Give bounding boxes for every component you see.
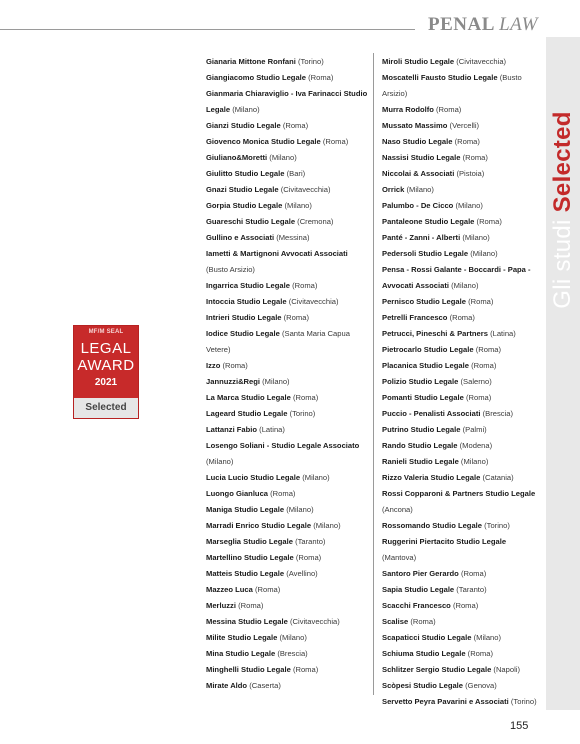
- firm-city: (Napoli): [493, 665, 521, 674]
- firm-name: Merluzzi: [206, 601, 236, 610]
- firm-city: (Milano): [262, 377, 290, 386]
- firm-city: (Mantova): [382, 553, 417, 562]
- firm-name: Giovenco Monica Studio Legale: [206, 137, 321, 146]
- firm-name: Scòpesi Studio Legale: [382, 681, 464, 690]
- firm-name: Pomanti Studio Legale: [382, 393, 464, 402]
- firm-entry: [206, 390, 368, 406]
- firm-name: Sapia Studio Legale: [382, 585, 455, 594]
- firm-name: Moscatelli Fausto Studio Legale: [382, 73, 498, 82]
- firm-name: Polizio Studio Legale: [382, 377, 459, 386]
- side-tab-label-accent: Selected: [549, 111, 576, 213]
- firm-entry: [382, 390, 542, 406]
- firm-city: (Roma): [410, 617, 436, 626]
- firm-entry: [206, 582, 368, 598]
- firm-name: Mazzeo Luca: [206, 585, 253, 594]
- firm-name: Putrino Studio Legale: [382, 425, 461, 434]
- firm-entry: [206, 678, 368, 694]
- firm-city: (Pistoia): [456, 169, 485, 178]
- firm-city: (Milano): [286, 505, 314, 514]
- firm-name: Schlitzer Sergio Studio Legale: [382, 665, 492, 674]
- firm-entry: [206, 246, 368, 278]
- firm-entry: [382, 70, 542, 102]
- firm-entry: [382, 438, 542, 454]
- firm-city: (Roma): [254, 585, 281, 594]
- section-title-italic: LAW: [499, 14, 538, 35]
- firm-name: Rando Studio Legale: [382, 441, 458, 450]
- firm-name: Guareschi Studio Legale: [206, 217, 296, 226]
- firm-entry: [206, 518, 368, 534]
- firm-city: (Roma): [292, 281, 318, 290]
- firm-entry: [382, 374, 542, 390]
- firm-city: (Civitavecchia): [288, 297, 339, 306]
- badge-line2: AWARD: [77, 357, 135, 374]
- firm-city: (Santa Maria Capua Vetere): [206, 329, 350, 354]
- firm-name: Scalise: [382, 617, 409, 626]
- firm-city: (Milano): [232, 105, 260, 114]
- firm-city: (Bari): [286, 169, 306, 178]
- firm-name: Jannuzzi&Regi: [206, 377, 261, 386]
- firm-city: (Brescia): [482, 409, 513, 418]
- firm-city: (Cremona): [297, 217, 334, 226]
- firm-city: (Roma): [295, 553, 322, 562]
- firm-entry: [206, 70, 368, 86]
- firm-city: (Latina): [490, 329, 516, 338]
- firm-name: Servetto Peyra Pavarini e Associati: [382, 697, 509, 706]
- firm-city: (Milano): [206, 457, 234, 466]
- firm-entry: [382, 182, 542, 198]
- firm-entry: [382, 358, 542, 374]
- firm-city: (Milano): [470, 249, 498, 258]
- firm-entry: [206, 310, 368, 326]
- firm-city: (Roma): [460, 569, 487, 578]
- firm-city: (Civitavecchia): [280, 185, 331, 194]
- firm-city: (Taranto): [456, 585, 487, 594]
- firm-entry: [206, 374, 368, 390]
- firm-entry: [382, 230, 542, 246]
- firm-entry: [206, 422, 368, 438]
- firm-city: (Genova): [465, 681, 497, 690]
- badge-line1: LEGAL: [80, 340, 132, 357]
- firm-entry: [382, 614, 542, 630]
- firm-city: (Milano): [455, 201, 483, 210]
- firm-name: Mirate Aldo: [206, 681, 248, 690]
- firm-name: Gnazi Studio Legale: [206, 185, 279, 194]
- firm-city: (Roma): [222, 361, 248, 370]
- firm-entry: [206, 598, 368, 614]
- page-number: 155: [510, 720, 529, 732]
- firm-city: (Roma): [468, 297, 494, 306]
- firm-city: (Roma): [436, 105, 462, 114]
- firm-city: (Roma): [449, 313, 475, 322]
- firm-entry: [382, 150, 542, 166]
- firm-city: (Vercelli): [449, 121, 480, 130]
- firm-name: Ruggerini Piertacito Studio Legale: [382, 537, 507, 546]
- firm-name: Maniga Studio Legale: [206, 505, 285, 514]
- firm-entry: [382, 54, 542, 70]
- firm-name: Naso Studio Legale: [382, 137, 453, 146]
- firm-name: Matteis Studio Legale: [206, 569, 285, 578]
- firm-city: (Milano): [302, 473, 330, 482]
- firm-city: (Busto Arsizio): [382, 73, 522, 98]
- firm-entry: [382, 598, 542, 614]
- firm-entry: [382, 342, 542, 358]
- firm-entry: [382, 102, 542, 118]
- firm-entry: [206, 294, 368, 310]
- firm-name: Rossomando Studio Legale: [382, 521, 482, 530]
- firm-name: Miroli Studio Legale: [382, 57, 455, 66]
- firm-entry: [206, 54, 368, 70]
- firm-name: Messina Studio Legale: [206, 617, 288, 626]
- firm-entry: [382, 246, 542, 262]
- firm-city: (Latina): [259, 425, 285, 434]
- firm-city: (Milano): [269, 153, 297, 162]
- firm-entry: [206, 534, 368, 550]
- firm-city: (Roma): [292, 393, 319, 402]
- firm-name: Marseglia Studio Legale: [206, 537, 293, 546]
- firm-city: (Milano): [462, 233, 490, 242]
- firm-name: Gullino e Associati: [206, 233, 275, 242]
- firm-city: (Roma): [322, 137, 349, 146]
- firm-entry: [382, 118, 542, 134]
- firm-name: Gianmaria Chiaraviglio - Iva Farinacci Studio Legale: [206, 89, 368, 114]
- firm-entry: [206, 326, 368, 358]
- firm-name: Giangiacomo Studio Legale: [206, 73, 306, 82]
- firm-name: Gorpia Studio Legale: [206, 201, 283, 210]
- firm-entry: [206, 614, 368, 630]
- firm-name: Izzo: [206, 361, 221, 370]
- firm-entry: [382, 534, 542, 566]
- right-column: [382, 54, 542, 710]
- legal-award-badge: [74, 326, 138, 418]
- firm-name: Mina Studio Legale: [206, 649, 276, 658]
- badge-brand: MF/M SEAL: [88, 329, 124, 335]
- firm-name: Schiuma Studio Legale: [382, 649, 466, 658]
- section-title: [428, 14, 538, 36]
- firm-city: (Roma): [238, 601, 264, 610]
- firm-entry: [382, 646, 542, 662]
- firm-city: (Roma): [475, 345, 502, 354]
- firm-city: (Civitavecchia): [290, 617, 340, 626]
- firm-entry: [382, 582, 542, 598]
- firm-city: (Roma): [282, 121, 309, 130]
- firm-city: (Brescia): [277, 649, 308, 658]
- firm-city: (Milano): [406, 185, 434, 194]
- firm-entry: [382, 406, 542, 422]
- firm-entry: [206, 166, 368, 182]
- firm-name: Pantaleone Studio Legale: [382, 217, 475, 226]
- firm-name: Santoro Pier Gerardo: [382, 569, 459, 578]
- firm-entry: [382, 166, 542, 182]
- firm-name: Ingarrica Studio Legale: [206, 281, 290, 290]
- firm-city: (Roma): [476, 217, 502, 226]
- firm-name: Intoccia Studio Legale: [206, 297, 287, 306]
- firm-name: Nassisi Studio Legale: [382, 153, 461, 162]
- firm-name: La Marca Studio Legale: [206, 393, 291, 402]
- firm-city: (Salerno): [460, 377, 492, 386]
- firm-entry: [206, 86, 368, 118]
- firm-city: (Busto Arsizio): [206, 265, 255, 274]
- firm-name: Panté - Zanni - Alberti: [382, 233, 461, 242]
- firm-entry: [206, 438, 368, 470]
- firm-entry: [382, 694, 542, 710]
- firm-name: Gianaria Mittone Ronfani: [206, 57, 296, 66]
- firm-name: Pietrocarlo Studio Legale: [382, 345, 474, 354]
- firm-name: Petrelli Francesco: [382, 313, 448, 322]
- left-column: [206, 54, 368, 694]
- firm-entry: [206, 198, 368, 214]
- firm-city: (Roma): [308, 73, 334, 82]
- firm-name: Iametti & Martignoni Avvocati Associati: [206, 249, 348, 258]
- firm-city: (Torino): [484, 521, 510, 530]
- header-rule: [0, 29, 415, 30]
- firm-entry: [206, 406, 368, 422]
- column-divider: [373, 53, 374, 695]
- firm-entry: [206, 134, 368, 150]
- firm-name: Petrucci, Pineschi & Partners: [382, 329, 488, 338]
- firm-name: Lattanzi Fabio: [206, 425, 258, 434]
- firm-name: Giuliano&Moretti: [206, 153, 268, 162]
- firm-city: (Torino): [510, 697, 537, 706]
- firm-city: (Roma): [471, 361, 497, 370]
- firm-entry: [206, 230, 368, 246]
- firm-name: Lageard Studio Legale: [206, 409, 288, 418]
- firm-city: (Roma): [454, 137, 480, 146]
- firm-name: Milite Studio Legale: [206, 633, 278, 642]
- firm-name: Scacchi Francesco: [382, 601, 451, 610]
- firm-city: (Caserta): [249, 681, 281, 690]
- firm-city: (Ancona): [382, 505, 413, 514]
- firm-city: (Torino): [289, 409, 316, 418]
- firm-city: (Roma): [462, 153, 488, 162]
- firm-name: Minghelli Studio Legale: [206, 665, 291, 674]
- firm-entry: [382, 470, 542, 486]
- section-title-bold: PENAL: [428, 14, 500, 35]
- firm-entry: [206, 150, 368, 166]
- firm-entry: [382, 566, 542, 582]
- firm-city: (Palmi): [462, 425, 487, 434]
- firm-city: (Milano): [451, 281, 479, 290]
- firm-city: (Catania): [482, 473, 514, 482]
- firm-name: Iodice Studio Legale: [206, 329, 280, 338]
- firm-entry: [382, 326, 542, 342]
- firm-name: Niccolai & Associati: [382, 169, 455, 178]
- firm-name: Puccio - Penalisti Associati: [382, 409, 481, 418]
- side-tab-label: [549, 111, 577, 309]
- firm-city: (Roma): [270, 489, 296, 498]
- firm-name: Intrieri Studio Legale: [206, 313, 282, 322]
- firm-name: Pedersoli Studio Legale: [382, 249, 469, 258]
- firm-entry: [206, 278, 368, 294]
- firm-name: Marradi Enrico Studio Legale: [206, 521, 312, 530]
- firm-city: (Roma): [465, 393, 492, 402]
- firm-entry: [382, 214, 542, 230]
- firm-entry: [382, 422, 542, 438]
- badge-status: Selected: [74, 398, 138, 418]
- firm-name: Losengo Soliani - Studio Legale Associato: [206, 441, 360, 450]
- badge-year: 2021: [94, 377, 118, 388]
- firm-entry: [382, 198, 542, 214]
- firm-name: Placanica Studio Legale: [382, 361, 469, 370]
- firm-name: Giulitto Studio Legale: [206, 169, 285, 178]
- firm-entry: [382, 662, 542, 678]
- firm-entry: [382, 134, 542, 150]
- firm-city: (Milano): [313, 521, 341, 530]
- firm-name: Lucia Lucio Studio Legale: [206, 473, 301, 482]
- firm-city: (Torino): [298, 57, 324, 66]
- firm-entry: [382, 310, 542, 326]
- side-tab-label-plain: Gli studi: [549, 212, 576, 309]
- firm-entry: [206, 662, 368, 678]
- firm-name: Gianzi Studio Legale: [206, 121, 281, 130]
- firm-name: Scapaticci Studio Legale: [382, 633, 472, 642]
- firm-city: (Milano): [460, 457, 489, 466]
- firm-city: (Milano): [473, 633, 502, 642]
- firm-city: (Roma): [467, 649, 493, 658]
- firm-entry: [206, 358, 368, 374]
- firm-city: (Roma): [292, 665, 319, 674]
- firm-entry: [206, 182, 368, 198]
- firm-name: Luongo Gianluca: [206, 489, 269, 498]
- firm-city: (Civitavecchia): [456, 57, 507, 66]
- firm-entry: [206, 630, 368, 646]
- firm-name: Pernisco Studio Legale: [382, 297, 466, 306]
- firm-entry: [206, 646, 368, 662]
- firm-name: Orrick: [382, 185, 405, 194]
- firm-name: Martellino Studio Legale: [206, 553, 294, 562]
- firm-city: (Milano): [279, 633, 307, 642]
- firm-city: (Milano): [284, 201, 312, 210]
- firm-entry: [206, 214, 368, 230]
- firm-entry: [206, 502, 368, 518]
- firm-city: (Roma): [283, 313, 309, 322]
- firm-entry: [382, 262, 542, 294]
- firm-entry: [382, 630, 542, 646]
- firm-name: Ranieli Studio Legale: [382, 457, 459, 466]
- firm-entry: [382, 518, 542, 534]
- firm-entry: [206, 550, 368, 566]
- firm-name: Murra Rodolfo: [382, 105, 434, 114]
- firm-entry: [382, 294, 542, 310]
- firm-city: (Messina): [276, 233, 310, 242]
- firm-name: Mussato Massimo: [382, 121, 448, 130]
- firm-city: (Taranto): [295, 537, 326, 546]
- firm-entry: [382, 678, 542, 694]
- firm-entry: [206, 118, 368, 134]
- firm-name: Palumbo - De Cicco: [382, 201, 454, 210]
- firm-name: Rossi Copparoni & Partners Studio Legale: [382, 489, 536, 498]
- firm-city: (Avellino): [286, 569, 318, 578]
- firm-name: Pensa - Rossi Galante - Boccardi - Papa - Avvocati Associati: [382, 265, 531, 290]
- firm-city: (Modena): [459, 441, 493, 450]
- firm-entry: [382, 454, 542, 470]
- firm-entry: [206, 566, 368, 582]
- firm-entry: [206, 470, 368, 486]
- firm-name: Rizzo Valeria Studio Legale: [382, 473, 481, 482]
- firm-entry: [206, 486, 368, 502]
- firm-city: (Roma): [452, 601, 479, 610]
- firm-entry: [382, 486, 542, 518]
